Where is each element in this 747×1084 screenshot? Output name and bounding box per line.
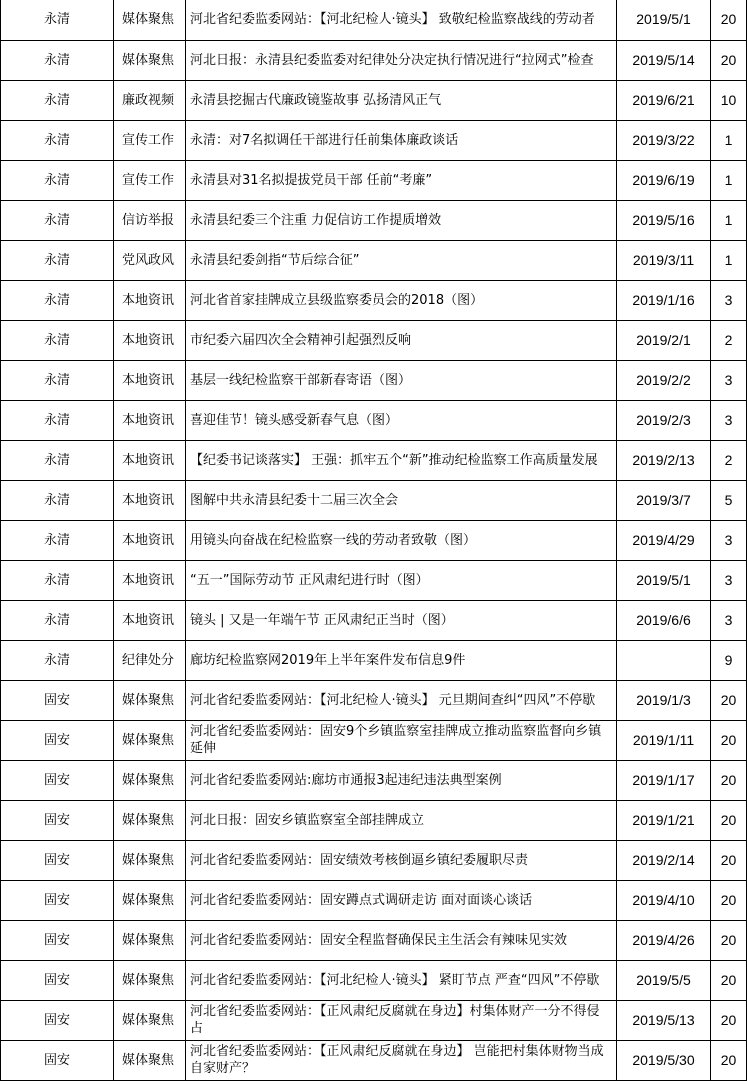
cell-category: 媒体聚焦 <box>114 960 186 1000</box>
cell-category: 本地资讯 <box>114 520 186 560</box>
cell-region: 永清 <box>1 400 114 440</box>
cell-date <box>617 640 711 680</box>
cell-title: 喜迎佳节！镜头感受新春气息（图） <box>186 400 617 440</box>
table-row <box>1 840 747 880</box>
cell-score: 3 <box>711 520 747 560</box>
cell-region: 固安 <box>1 840 114 880</box>
cell-category: 媒体聚焦 <box>114 840 186 880</box>
cell-category: 廉政视频 <box>114 80 186 120</box>
cell-category: 党风政风 <box>114 240 186 280</box>
table-row <box>1 120 747 160</box>
cell-date: 2019/1/11 <box>617 720 711 760</box>
cell-score: 5 <box>711 480 747 520</box>
cell-title: 用镜头向奋战在纪检监察一线的劳动者致敬（图） <box>186 520 617 560</box>
cell-region: 永清 <box>1 200 114 240</box>
cell-score: 20 <box>711 800 747 840</box>
cell-score: 20 <box>711 680 747 720</box>
cell-date: 2019/3/22 <box>617 120 711 160</box>
cell-score: 1 <box>711 160 747 200</box>
table-row <box>1 760 747 800</box>
cell-region: 固安 <box>1 1000 114 1040</box>
cell-category: 本地资讯 <box>114 360 186 400</box>
cell-region: 固安 <box>1 960 114 1000</box>
table-row <box>1 0 747 40</box>
cell-region: 固安 <box>1 760 114 800</box>
table-row <box>1 280 747 320</box>
cell-region: 永清 <box>1 560 114 600</box>
cell-title: 河北省纪委监委网站：固安全程监督确保民主生活会有辣味见实效 <box>186 920 617 960</box>
cell-region: 永清 <box>1 600 114 640</box>
cell-date: 2019/4/29 <box>617 520 711 560</box>
table-row <box>1 680 747 720</box>
cell-region: 永清 <box>1 640 114 680</box>
cell-category: 本地资讯 <box>114 480 186 520</box>
cell-title: 河北省纪委监委网站:廊坊市通报3起违纪违法典型案例 <box>186 760 617 800</box>
cell-score: 20 <box>711 840 747 880</box>
cell-date: 2019/4/10 <box>617 880 711 920</box>
cell-date: 2019/1/16 <box>617 280 711 320</box>
cell-region: 永清 <box>1 440 114 480</box>
cell-date: 2019/5/16 <box>617 200 711 240</box>
cell-category: 媒体聚焦 <box>114 880 186 920</box>
table-row <box>1 160 747 200</box>
cell-region: 永清 <box>1 280 114 320</box>
cell-score: 1 <box>711 120 747 160</box>
cell-category: 本地资讯 <box>114 400 186 440</box>
cell-date: 2019/4/26 <box>617 920 711 960</box>
cell-category: 媒体聚焦 <box>114 680 186 720</box>
table-row <box>1 320 747 360</box>
cell-score: 3 <box>711 600 747 640</box>
cell-category: 本地资讯 <box>114 560 186 600</box>
cell-score: 2 <box>711 440 747 480</box>
cell-title: 永清县挖掘古代廉政镜鉴故事 弘扬清风正气 <box>186 80 617 120</box>
cell-region: 永清 <box>1 480 114 520</box>
cell-date: 2019/5/1 <box>617 0 711 40</box>
cell-region: 永清 <box>1 520 114 560</box>
cell-region: 永清 <box>1 80 114 120</box>
cell-date: 2019/2/3 <box>617 400 711 440</box>
cell-score: 3 <box>711 360 747 400</box>
cell-title: “五一”国际劳动节 正风肃纪进行时（图） <box>186 560 617 600</box>
cell-category: 媒体聚焦 <box>114 760 186 800</box>
cell-region: 永清 <box>1 160 114 200</box>
cell-category: 信访举报 <box>114 200 186 240</box>
cell-region: 永清 <box>1 240 114 280</box>
cell-date: 2019/2/1 <box>617 320 711 360</box>
cell-score: 3 <box>711 560 747 600</box>
cell-date: 2019/6/21 <box>617 80 711 120</box>
cell-region: 永清 <box>1 360 114 400</box>
table-row <box>1 40 747 80</box>
table-row <box>1 920 747 960</box>
cell-title: 镜头 | 又是一年端午节 正风肃纪正当时（图） <box>186 600 617 640</box>
cell-region: 永清 <box>1 320 114 360</box>
cell-title: 图解中共永清县纪委十二届三次全会 <box>186 480 617 520</box>
cell-date: 2019/3/11 <box>617 240 711 280</box>
cell-title: 河北日报：固安乡镇监察室全部挂牌成立 <box>186 800 617 840</box>
table-row <box>1 360 747 400</box>
cell-region: 永清 <box>1 0 114 40</box>
cell-category: 媒体聚焦 <box>114 1000 186 1040</box>
cell-title: 永清：对7名拟调任干部进行任前集体廉政谈话 <box>186 120 617 160</box>
cell-score: 10 <box>711 80 747 120</box>
cell-score: 2 <box>711 320 747 360</box>
table-row <box>1 480 747 520</box>
cell-category: 本地资讯 <box>114 440 186 480</box>
cell-date: 2019/6/6 <box>617 600 711 640</box>
cell-category: 本地资讯 <box>114 320 186 360</box>
cell-score: 3 <box>711 400 747 440</box>
cell-title: 河北省纪委监委网站：【正风肃纪反腐就在身边】 岂能把村集体财物当成自家财产？ <box>186 1040 617 1080</box>
cell-date: 2019/1/17 <box>617 760 711 800</box>
cell-date: 2019/5/14 <box>617 40 711 80</box>
cell-title: 廊坊纪检监察网2019年上半年案件发布信息9件 <box>186 640 617 680</box>
cell-date: 2019/1/3 <box>617 680 711 720</box>
cell-region: 固安 <box>1 1040 114 1080</box>
cell-title: 市纪委六届四次全会精神引起强烈反响 <box>186 320 617 360</box>
cell-date: 2019/5/13 <box>617 1000 711 1040</box>
cell-category: 媒体聚焦 <box>114 920 186 960</box>
cell-date: 2019/6/19 <box>617 160 711 200</box>
cell-title: 河北日报：永清县纪委监委对纪律处分决定执行情况进行“拉网式”检查 <box>186 40 617 80</box>
cell-title: 永清县纪委剑指“节后综合征” <box>186 240 617 280</box>
cell-title: 河北省纪委监委网站：【河北纪检人·镜头】 紧盯节点 严查“四风”不停歇 <box>186 960 617 1000</box>
cell-title: 河北省纪委监委网站：固安9个乡镇监察室挂牌成立推动监察监督向乡镇延伸 <box>186 720 617 760</box>
cell-score: 20 <box>711 920 747 960</box>
cell-score: 20 <box>711 880 747 920</box>
cell-score: 20 <box>711 760 747 800</box>
cell-region: 固安 <box>1 920 114 960</box>
table-row <box>1 640 747 680</box>
cell-category: 媒体聚焦 <box>114 40 186 80</box>
cell-category: 宣传工作 <box>114 120 186 160</box>
cell-date: 2019/5/5 <box>617 960 711 1000</box>
cell-category: 本地资讯 <box>114 600 186 640</box>
cell-region: 永清 <box>1 120 114 160</box>
cell-score: 20 <box>711 0 747 40</box>
table-row <box>1 400 747 440</box>
cell-date: 2019/3/7 <box>617 480 711 520</box>
cell-score: 1 <box>711 240 747 280</box>
table-row <box>1 440 747 480</box>
cell-title: 河北省纪委监委网站：【河北纪检人·镜头】 致敬纪检监察战线的劳动者 <box>186 0 617 40</box>
table-row <box>1 1040 747 1080</box>
table-row <box>1 240 747 280</box>
table-row <box>1 800 747 840</box>
cell-region: 永清 <box>1 40 114 80</box>
cell-title: 河北省纪委监委网站：【河北纪检人·镜头】 元旦期间查纠“四风”不停歇 <box>186 680 617 720</box>
cell-category: 媒体聚焦 <box>114 1040 186 1080</box>
cell-score: 3 <box>711 280 747 320</box>
cell-title: 河北省纪委监委网站：【正风肃纪反腐就在身边】村集体财产一分不得侵占 <box>186 1000 617 1040</box>
cell-title: 河北省纪委监委网站：固安绩效考核倒逼乡镇纪委履职尽责 <box>186 840 617 880</box>
cell-title: 河北省纪委监委网站：固安蹲点式调研走访 面对面谈心谈话 <box>186 880 617 920</box>
cell-category: 媒体聚焦 <box>114 800 186 840</box>
cell-date: 2019/2/2 <box>617 360 711 400</box>
cell-region: 固安 <box>1 720 114 760</box>
cell-title: 永清县对31名拟提拔党员干部 任前“考廉” <box>186 160 617 200</box>
table-row <box>1 560 747 600</box>
cell-score: 9 <box>711 640 747 680</box>
cell-category: 本地资讯 <box>114 280 186 320</box>
table-row <box>1 200 747 240</box>
table-row <box>1 880 747 920</box>
table-row <box>1 1000 747 1040</box>
cell-date: 2019/5/30 <box>617 1040 711 1080</box>
cell-title: 河北省首家挂牌成立县级监察委员会的2018（图） <box>186 280 617 320</box>
table-row <box>1 520 747 560</box>
cell-title: 永清县纪委三个注重 力促信访工作提质增效 <box>186 200 617 240</box>
cell-category: 媒体聚焦 <box>114 0 186 40</box>
cell-category: 纪律处分 <box>114 640 186 680</box>
cell-score: 20 <box>711 40 747 80</box>
cell-category: 宣传工作 <box>114 160 186 200</box>
cell-region: 固安 <box>1 680 114 720</box>
cell-score: 20 <box>711 960 747 1000</box>
records-table-body <box>1 0 747 1080</box>
table-row <box>1 960 747 1000</box>
cell-title: 基层一线纪检监察干部新春寄语（图） <box>186 360 617 400</box>
cell-date: 2019/2/14 <box>617 840 711 880</box>
cell-date: 2019/2/13 <box>617 440 711 480</box>
cell-score: 20 <box>711 720 747 760</box>
cell-score: 20 <box>711 1000 747 1040</box>
table-row <box>1 600 747 640</box>
cell-region: 固安 <box>1 800 114 840</box>
cell-region: 固安 <box>1 880 114 920</box>
table-row <box>1 720 747 760</box>
cell-date: 2019/5/1 <box>617 560 711 600</box>
table-row <box>1 80 747 120</box>
cell-score: 1 <box>711 200 747 240</box>
cell-date: 2019/1/21 <box>617 800 711 840</box>
cell-title: 【纪委书记谈落实】 王强：抓牢五个“新”推动纪检监察工作高质量发展 <box>186 440 617 480</box>
cell-category: 媒体聚焦 <box>114 720 186 760</box>
cell-score: 20 <box>711 1040 747 1080</box>
